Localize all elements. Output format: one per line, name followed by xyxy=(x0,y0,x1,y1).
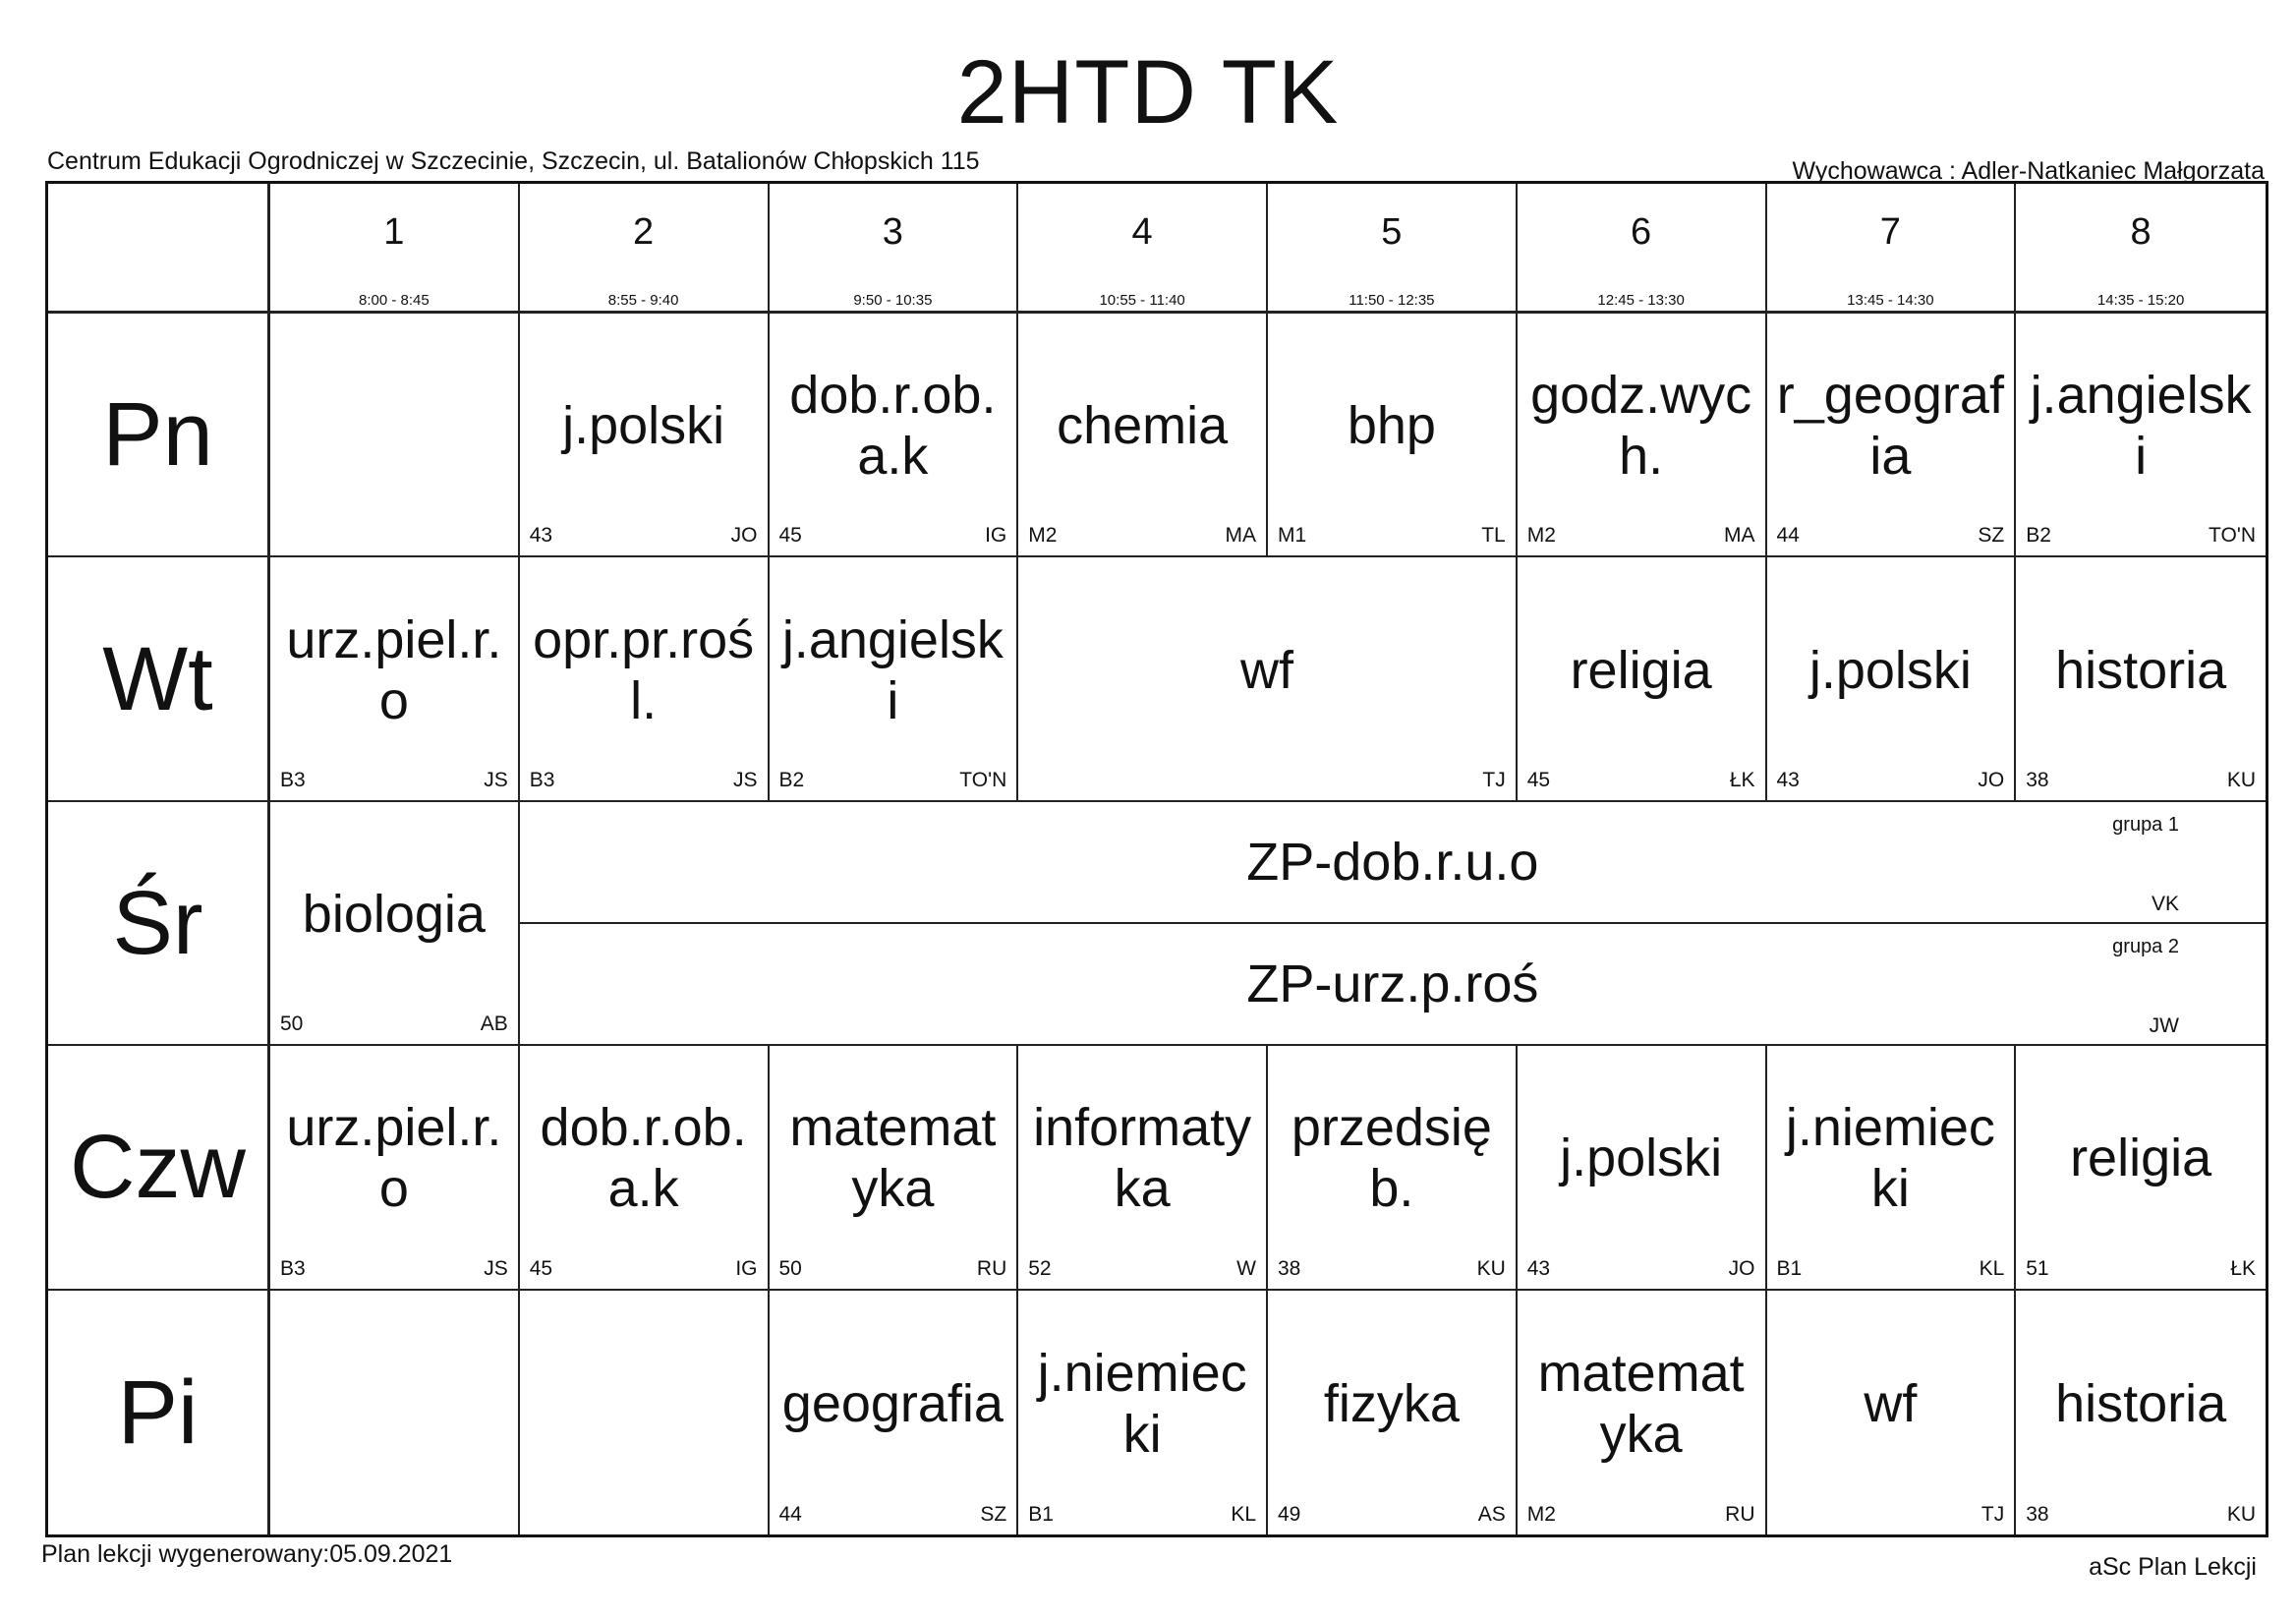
teacher-code: JW xyxy=(2149,1014,2179,1038)
subject-name: religia xyxy=(2070,1128,2212,1188)
teacher-code: RU xyxy=(976,1256,1007,1280)
room-number: B1 xyxy=(1028,1502,1054,1526)
teacher-code: KU xyxy=(1476,1256,1506,1280)
lesson-cell xyxy=(1018,314,1268,557)
subject-name: bhp xyxy=(1347,396,1436,456)
subject-name: r_geografia xyxy=(1776,366,2004,487)
subject-name: j.polski xyxy=(562,396,725,456)
lesson-cell xyxy=(770,1046,1019,1290)
period-time: 10:55 - 11:40 xyxy=(1099,292,1185,309)
day-name: Wt xyxy=(102,628,213,729)
teacher-code: TO'N xyxy=(2209,524,2256,548)
period-number: 5 xyxy=(1381,211,1403,253)
period-number: 7 xyxy=(1879,211,1901,253)
period-number: 4 xyxy=(1131,211,1153,253)
room-number: 43 xyxy=(1526,1256,1551,1280)
lesson-cell xyxy=(520,314,770,557)
lesson-cell xyxy=(770,314,1019,557)
lesson-cell xyxy=(1268,314,1518,557)
day-label-cell xyxy=(48,557,270,801)
teacher-code: IG xyxy=(985,524,1007,548)
subject-name: biologia xyxy=(302,884,486,944)
subject-name: informatyka xyxy=(1033,1098,1252,1219)
teacher-code: JO xyxy=(730,524,758,548)
lesson-cell xyxy=(1518,1291,1767,1534)
subject-name: dob.r.ob.a.k xyxy=(540,1098,747,1219)
day-name: Pn xyxy=(102,384,213,486)
teacher-code: SZ xyxy=(980,1502,1007,1526)
subject-name: religia xyxy=(1570,640,1712,700)
room-number: B1 xyxy=(1776,1256,1803,1280)
room-number: 45 xyxy=(778,524,802,548)
software-credit: aSc Plan Lekcji xyxy=(2089,1553,2257,1581)
period-header xyxy=(1268,184,1518,314)
period-header xyxy=(1018,184,1268,314)
lesson-cell xyxy=(1767,1291,2017,1534)
room-number: 45 xyxy=(1526,768,1551,791)
teacher-code: TO'N xyxy=(959,768,1007,791)
subject-name: ZP-urz.p.roś xyxy=(1246,955,1539,1014)
teacher-code: AS xyxy=(1477,1502,1506,1526)
lesson-cell xyxy=(520,1046,770,1290)
teacher-code: TJ xyxy=(1980,1502,2005,1526)
day-label-cell xyxy=(48,314,270,557)
teacher-code: ŁK xyxy=(2230,1256,2256,1280)
subject-name: godz.wych. xyxy=(1530,366,1752,487)
lesson-cell xyxy=(1018,1291,1268,1534)
day-label-cell xyxy=(48,1046,270,1290)
lesson-cell xyxy=(770,557,1019,801)
period-number: 8 xyxy=(2130,211,2152,253)
teacher-code: KU xyxy=(2226,768,2256,791)
room-number: 44 xyxy=(778,1502,802,1526)
lesson-cell xyxy=(1767,314,2017,557)
teacher-code: KU xyxy=(2226,1502,2256,1526)
lesson-cell xyxy=(1268,1291,1518,1534)
lesson-cell xyxy=(770,1291,1019,1534)
day-label-cell xyxy=(48,802,270,1046)
room-number: B2 xyxy=(2026,524,2051,548)
lesson-cell xyxy=(1018,1046,1268,1290)
split-lesson-cell xyxy=(520,802,2266,1046)
subject-name: j.angielski xyxy=(781,609,1004,730)
room-number: 38 xyxy=(1278,1256,1301,1280)
teacher-code: KL xyxy=(1979,1256,2005,1280)
period-number: 1 xyxy=(383,211,405,253)
teacher-code: SZ xyxy=(1978,524,2005,548)
timetable-grid xyxy=(45,181,2268,1537)
period-time: 9:50 - 10:35 xyxy=(853,292,933,309)
lesson-cell xyxy=(1767,557,2017,801)
day-name: Czw xyxy=(70,1117,246,1218)
teacher-code: MA xyxy=(1225,524,1256,548)
period-time: 13:45 - 14:30 xyxy=(1847,292,1934,309)
subject-name: geografia xyxy=(781,1373,1004,1433)
subject-name: historia xyxy=(2055,1373,2227,1433)
subject-name: opr.pr.rośl. xyxy=(533,609,755,730)
teacher-code: JO xyxy=(1978,768,2005,791)
subject-name: j.niemiecki xyxy=(1037,1343,1247,1464)
subject-name: fizyka xyxy=(1323,1373,1460,1433)
subject-name: matematyka xyxy=(1537,1343,1745,1464)
period-header xyxy=(770,184,1019,314)
period-header xyxy=(2016,184,2266,314)
room-number: 50 xyxy=(778,1256,802,1280)
teacher-code: TL xyxy=(1481,524,1506,548)
room-number: 51 xyxy=(2026,1256,2049,1280)
subject-name: dob.r.ob.a.k xyxy=(789,366,997,487)
teacher-code: ŁK xyxy=(1729,768,1755,791)
room-number: 38 xyxy=(2026,768,2049,791)
subject-name: urz.piel.r.o xyxy=(286,609,502,730)
day-label-cell xyxy=(48,1291,270,1534)
generated-date: Plan lekcji wygenerowany:05.09.2021 xyxy=(41,1540,453,1568)
lesson-cell xyxy=(1268,1046,1518,1290)
subject-name: matematyka xyxy=(789,1098,997,1219)
teacher-code: W xyxy=(1236,1256,1256,1280)
lesson-cell xyxy=(520,557,770,801)
day-name: Pi xyxy=(117,1361,199,1463)
room-number: B3 xyxy=(529,768,555,791)
room-number: 50 xyxy=(280,1012,304,1036)
room-number: 45 xyxy=(529,1256,553,1280)
lesson-cell xyxy=(270,802,520,1046)
room-number: M2 xyxy=(1028,524,1058,548)
period-number: 6 xyxy=(1631,211,1652,253)
subject-name: j.polski xyxy=(1808,640,1972,700)
group-label: grupa 2 xyxy=(2112,936,2179,957)
teacher-code: AB xyxy=(480,1012,508,1036)
period-time: 12:45 - 13:30 xyxy=(1597,292,1685,309)
corner-cell xyxy=(48,184,270,314)
subject-name: wf xyxy=(1864,1373,1918,1433)
lesson-cell xyxy=(1518,557,1767,801)
teacher-code: TJ xyxy=(1482,768,1506,791)
subject-name: urz.piel.r.o xyxy=(286,1098,502,1219)
subject-name: j.polski xyxy=(1560,1128,1723,1188)
subject-name: przedsięb. xyxy=(1291,1098,1492,1219)
lesson-cell xyxy=(1018,557,1518,801)
period-header xyxy=(1767,184,2017,314)
teacher-code: JS xyxy=(484,1256,508,1280)
room-number: 49 xyxy=(1278,1502,1301,1526)
teacher-code: KL xyxy=(1231,1502,1256,1526)
class-tutor: Wychowawca : Adler-Natkaniec Małgorzata xyxy=(1792,157,2265,185)
subject-name: ZP-dob.r.u.o xyxy=(1246,832,1539,892)
period-header xyxy=(1518,184,1767,314)
room-number: 52 xyxy=(1028,1256,1052,1280)
room-number: 43 xyxy=(1776,768,1800,791)
room-number: 44 xyxy=(1776,524,1800,548)
lesson-cell xyxy=(270,1046,520,1290)
period-header xyxy=(520,184,770,314)
teacher-code: IG xyxy=(735,1256,758,1280)
period-header xyxy=(270,184,520,314)
lesson-cell xyxy=(2016,1291,2266,1534)
room-number: B3 xyxy=(280,1256,306,1280)
timetable-title: 2HTD TK xyxy=(956,42,1340,143)
period-number: 2 xyxy=(633,211,655,253)
room-number: 43 xyxy=(529,524,553,548)
period-time: 11:50 - 12:35 xyxy=(1349,292,1435,309)
period-time: 8:00 - 8:45 xyxy=(359,292,430,309)
room-number: M2 xyxy=(1526,1502,1556,1526)
subject-name: wf xyxy=(1240,640,1293,700)
lesson-cell xyxy=(2016,314,2266,557)
lesson-cell xyxy=(2016,557,2266,801)
empty-cell xyxy=(520,1291,770,1534)
group-lesson xyxy=(520,924,2266,1044)
subject-name: chemia xyxy=(1057,396,1229,456)
teacher-code: JS xyxy=(484,768,508,791)
subject-name: historia xyxy=(2055,640,2227,700)
teacher-code: MA xyxy=(1724,524,1755,548)
lesson-cell xyxy=(1518,314,1767,557)
subject-name: j.niemiecki xyxy=(1785,1098,1995,1219)
lesson-cell xyxy=(1518,1046,1767,1290)
subject-name: j.angielski xyxy=(2030,366,2252,487)
lesson-cell xyxy=(1767,1046,2017,1290)
empty-cell xyxy=(270,314,520,557)
period-number: 3 xyxy=(882,211,903,253)
room-number: M1 xyxy=(1278,524,1307,548)
teacher-code: VK xyxy=(2151,893,2179,915)
lesson-cell xyxy=(270,557,520,801)
room-number: M2 xyxy=(1526,524,1556,548)
teacher-code: JO xyxy=(1728,1256,1755,1280)
empty-cell xyxy=(270,1291,520,1534)
group-lesson xyxy=(520,802,2266,924)
period-time: 14:35 - 15:20 xyxy=(2096,292,2185,309)
period-time: 8:55 - 9:40 xyxy=(607,292,679,309)
room-number: B2 xyxy=(778,768,805,791)
teacher-code: JS xyxy=(732,768,758,791)
group-label: grupa 1 xyxy=(2112,813,2179,836)
room-number: B3 xyxy=(280,768,306,791)
day-name: Śr xyxy=(112,872,203,973)
room-number: 38 xyxy=(2026,1502,2049,1526)
teacher-code: RU xyxy=(1725,1502,1755,1526)
lesson-cell xyxy=(2016,1046,2266,1290)
school-address: Centrum Edukacji Ogrodniczej w Szczecinie, Szczecin, ul. Batalionów Chłopskich 115 xyxy=(47,147,980,175)
